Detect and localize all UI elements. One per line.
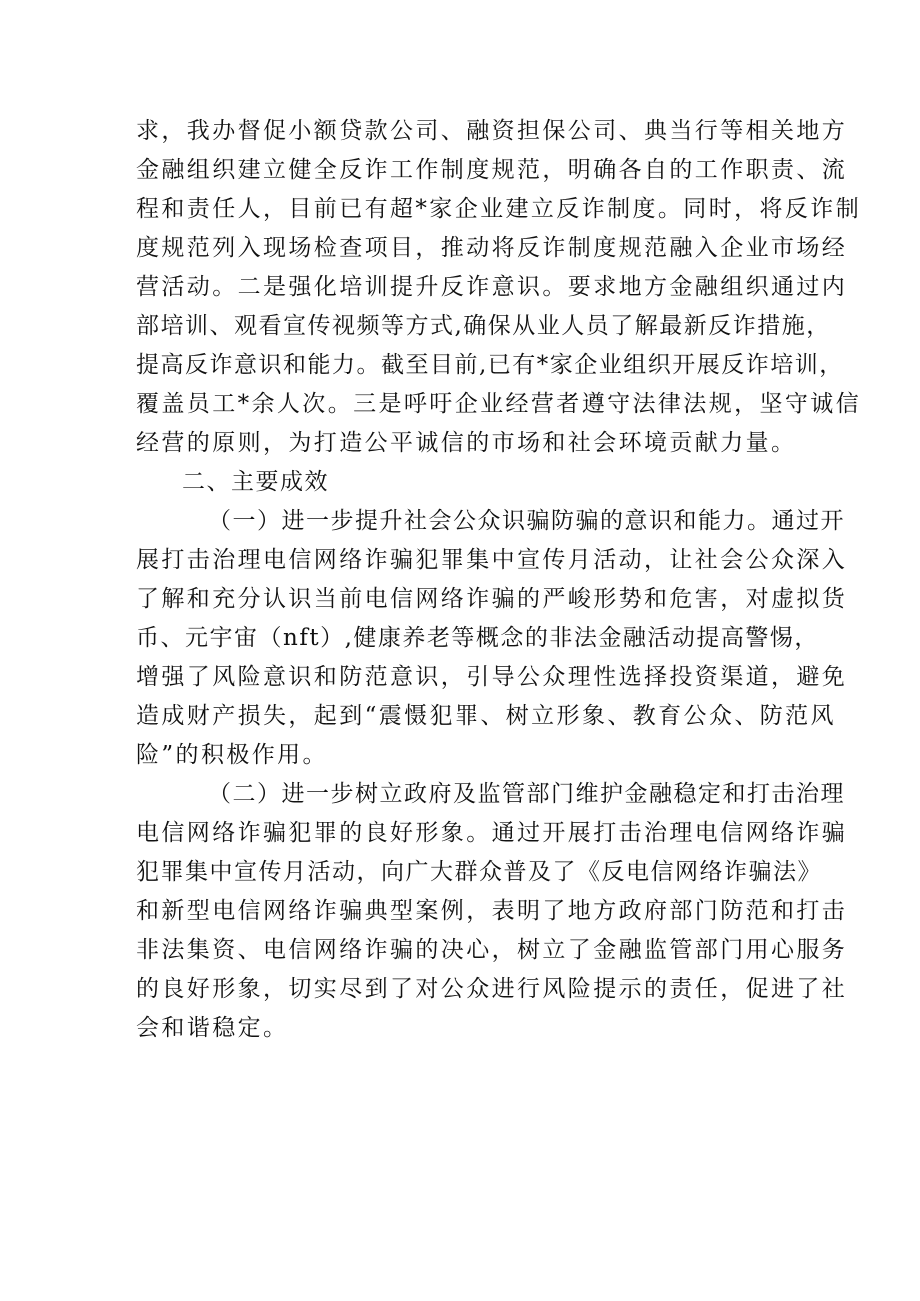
text-line: 的良好形象，切实尽到了对公众进行风险提示的责任，促进了社 xyxy=(136,976,848,1002)
text-line: 非法集资、电信网络诈骗的决心，树立了金融监管部门用心服务 xyxy=(136,937,848,963)
text-line: 部培训、观看宣传视频等方式,确保从业人员了解最新反诈措施， xyxy=(136,313,831,339)
subsection-heading-line: （二）进一步树立政府及监管部门维护金融稳定和打击治理 xyxy=(208,781,845,807)
subsection-heading-line: （一）进一步提升社会公众识骗防骗的意识和能力。通过开 xyxy=(208,508,845,534)
text-line: 会和谐稳定。 xyxy=(136,1015,289,1041)
text-line: 了解和充分认识当前电信网络诈骗的严峻形势和危害，对虚拟货 xyxy=(136,586,848,612)
text-line: 求，我办督促小额贷款公司、融资担保公司、典当行等相关地方 xyxy=(136,118,848,144)
text-line: 造成财产损失，起到“震慑犯罪、树立形象、教育公众、防范风 xyxy=(136,703,836,729)
text-line: 和新型电信网络诈骗典型案例，表明了地方政府部门防范和打击 xyxy=(136,898,848,924)
text-line: 提高反诈意识和能力。截至目前,已有*家企业组织开展反诈培训， xyxy=(136,352,844,378)
section-heading: 二、主要成效 xyxy=(182,469,329,495)
text-line: 险”的积极作用。 xyxy=(136,742,328,768)
text-line: 营活动。二是强化培训提升反诈意识。要求地方金融组织通过内 xyxy=(136,274,848,300)
text-line: 金融组织建立健全反诈工作制度规范，明确各自的工作职责、流 xyxy=(136,157,848,183)
text-line: 增强了风险意识和防范意识，引导公众理性选择投资渠道，避免 xyxy=(136,664,848,690)
text-line: 程和责任人，目前已有超*家企业建立反诈制度。同时，将反诈制 xyxy=(136,196,862,222)
text-line: 经营的原则，为打造公平诚信的市场和社会环境贡献力量。 xyxy=(136,430,797,456)
text-line: 覆盖员工*余人次。三是呼吁企业经营者遵守法律法规，坚守诚信 xyxy=(136,391,862,417)
text-line: 展打击治理电信网络诈骗犯罪集中宣传月活动，让社会公众深入 xyxy=(136,547,848,573)
text-line: 币、元宇宙（nft）,健康养老等概念的非法金融活动提高警惕， xyxy=(136,625,819,651)
document-body xyxy=(136,112,862,1048)
text-line: 犯罪集中宣传月活动，向广大群众普及了《反电信网络诈骗法》 xyxy=(136,859,822,885)
text-line: 度规范列入现场检查项目，推动将反诈制度规范融入企业市场经 xyxy=(136,235,848,261)
text-line: 电信网络诈骗犯罪的良好形象。通过开展打击治理电信网络诈骗 xyxy=(136,820,848,846)
